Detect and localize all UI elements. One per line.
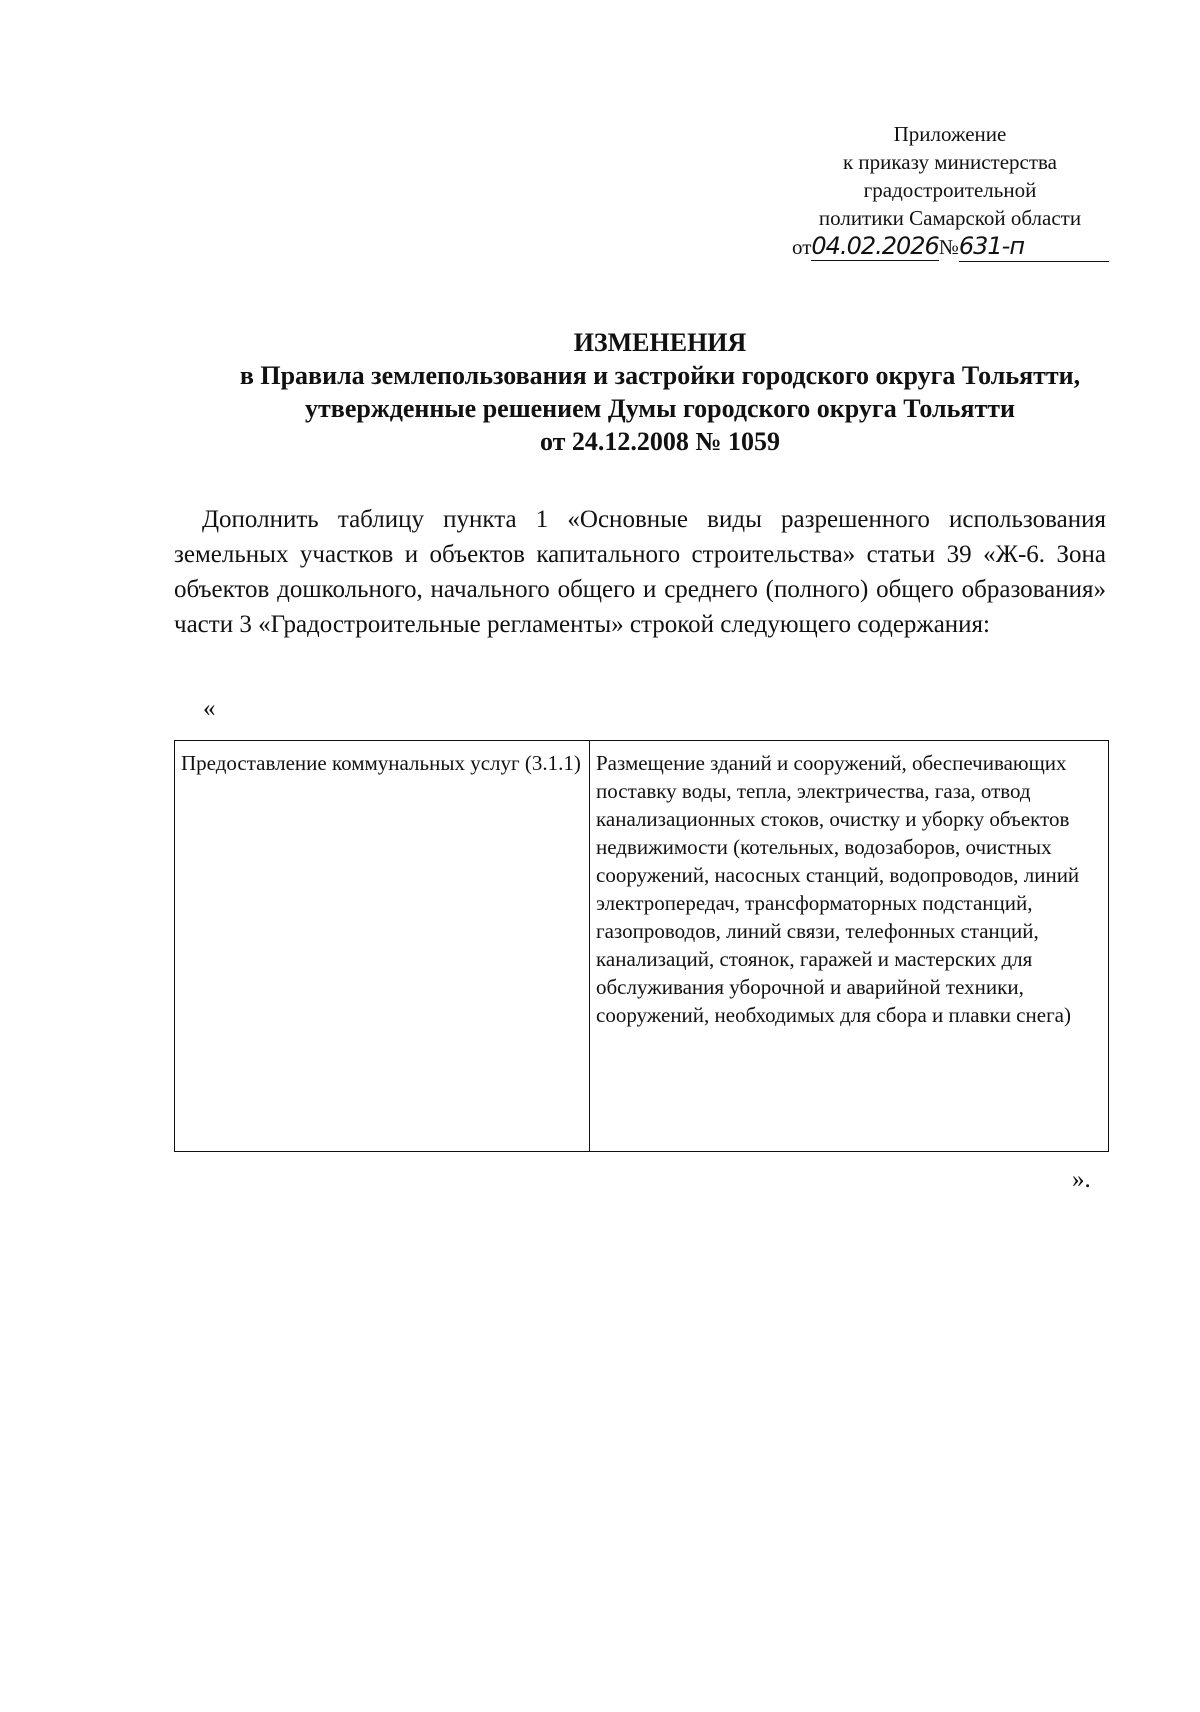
appendix-date-line xyxy=(790,232,1110,262)
date-prefix: от xyxy=(792,235,812,259)
amendment-table xyxy=(174,740,1109,1152)
close-quote: ». xyxy=(1072,1166,1091,1193)
table-cell-description: Размещение зданий и сооружений, обеспечивающих поставку воды, тепла, электричества, газа, отвод канализационных стоков, очистку и уборку объектов недвижимости (котельных, водозаборов, очистных сооружений, насосных станций, водопроводов, линий электропередач, трансформаторных подстанций, газопроводов, линий связи, телефонных станций, канализаций, стоянок, гаражей и мастерских для обслуживания уборочной и аварийной техники, сооружений, необходимых для сбора и плавки снега) xyxy=(590,741,1109,1152)
title-line-approved: утвержденные решением Думы городского округа Тольятти xyxy=(305,394,1015,423)
open-quote: « xyxy=(203,695,216,722)
number-field xyxy=(959,232,1109,262)
appendix-block xyxy=(790,120,1110,262)
number-sign: № xyxy=(938,235,959,259)
handwritten-date: 04.02.2026 xyxy=(811,232,939,260)
appendix-line-order: к приказу министерства xyxy=(842,150,1058,174)
table-cell-use-type: Предоставление коммунальных услуг (3.1.1) xyxy=(175,741,590,1152)
title-heading: ИЗМЕНЕНИЯ xyxy=(573,328,747,357)
table-row xyxy=(175,741,1109,1152)
appendix-title: Приложение xyxy=(893,122,1007,146)
document-title xyxy=(160,326,1160,458)
handwritten-number: 631-п xyxy=(958,232,1025,260)
appendix-line-ministry: градостроительной xyxy=(863,178,1037,202)
body-paragraph: Дополнить таблицу пункта 1 «Основные виды разрешенного использования земельных участков и объектов капитального строительства» статьи 39 «Ж-6. Зона объектов дошкольного, начального общего и среднего (полного) общего образования» части 3 «Градостроительные регламенты» строкой следующего содержания: xyxy=(174,506,1106,638)
title-line-date: от 24.12.2008 № 1059 xyxy=(539,427,781,456)
title-line-rules: в Правила землепользования и застройки городского округа Тольятти, xyxy=(239,361,1081,390)
appendix-line-region: политики Самарской области xyxy=(818,206,1082,230)
